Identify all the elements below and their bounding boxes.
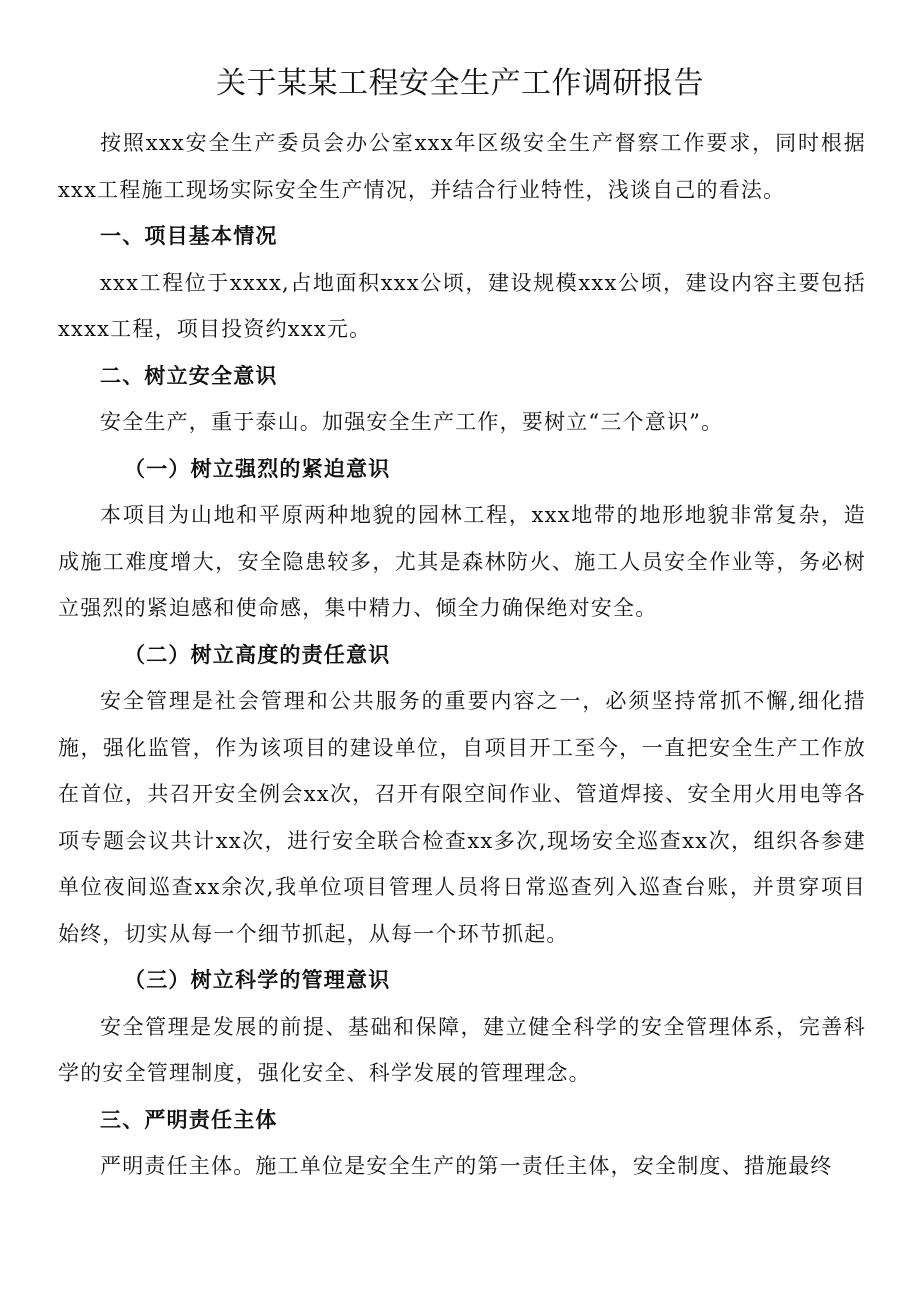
paragraph-intro: 按照xxx安全生产委员会办公室xxx年区级安全生产督察工作要求，同时根据xxx工程施工现场实际安全生产情况，并结合行业特性，浅谈自己的看法。 bbox=[58, 131, 866, 202]
section-heading-responsibility-subject: 三、严明责任主体 bbox=[100, 1107, 278, 1132]
paragraph-responsibility-subject: 严明责任主体。施工单位是安全生产的第一责任主体，安全制度、措施最终 bbox=[100, 1154, 833, 1178]
paragraph-project-overview: xxx工程位于xxxx,占地面积xxx公顷，建设规模xxx公顷，建设内容主要包括xxxx工程，项目投资约xxx元。 bbox=[58, 270, 866, 341]
paragraph-urgency: 本项目为山地和平原两种地貌的园林工程，xxx地带的地形地貌非常复杂，造成施工难度增大，安全隐患较多，尤其是森林防火、施工人员安全作业等，务必树立强烈的紧迫感和使命感，集中精力、倾全力确保绝对安全。 bbox=[58, 503, 866, 620]
paragraph-scientific-management: 安全管理是发展的前提、基础和保障，建立健全科学的安全管理体系，完善科学的安全管理制度，强化安全、科学发展的管理理念。 bbox=[58, 1014, 866, 1085]
subsection-heading-urgency: （一）树立强烈的紧迫意识 bbox=[124, 456, 391, 481]
document-title: 关于某某工程安全生产工作调研报告 bbox=[216, 66, 704, 101]
section-heading-project-overview: 一、项目基本情况 bbox=[100, 224, 278, 248]
paragraph-safety-awareness: 安全生产，重于泰山。加强安全生产工作，要树立“三个意识”。 bbox=[100, 410, 724, 434]
paragraph-responsibility: 安全管理是社会管理和公共服务的重要内容之一，必须坚持常抓不懈,细化措施，强化监管，作为该项目的建设单位，自项目开工至今，一直把安全生产工作放在首位，共召开安全例会xx次，召开有限空间作业、管道焊接、安全用火用电等各项专题会议共计xx次，进行安全联合检查xx多次,现场安全巡查xx次，组织各参建单位夜间巡查xx余次,我单位项目管理人员将日常巡查列入巡查台账，并贯穿项目始终，切实从每一个细节抓起，从每一个环节抓起。 bbox=[58, 689, 866, 946]
document-body bbox=[58, 120, 866, 1190]
section-heading-safety-awareness: 二、树立安全意识 bbox=[100, 363, 278, 388]
subsection-heading-responsibility: （二）树立高度的责任意识 bbox=[124, 642, 391, 667]
subsection-heading-scientific-management: （三）树立科学的管理意识 bbox=[124, 968, 391, 992]
